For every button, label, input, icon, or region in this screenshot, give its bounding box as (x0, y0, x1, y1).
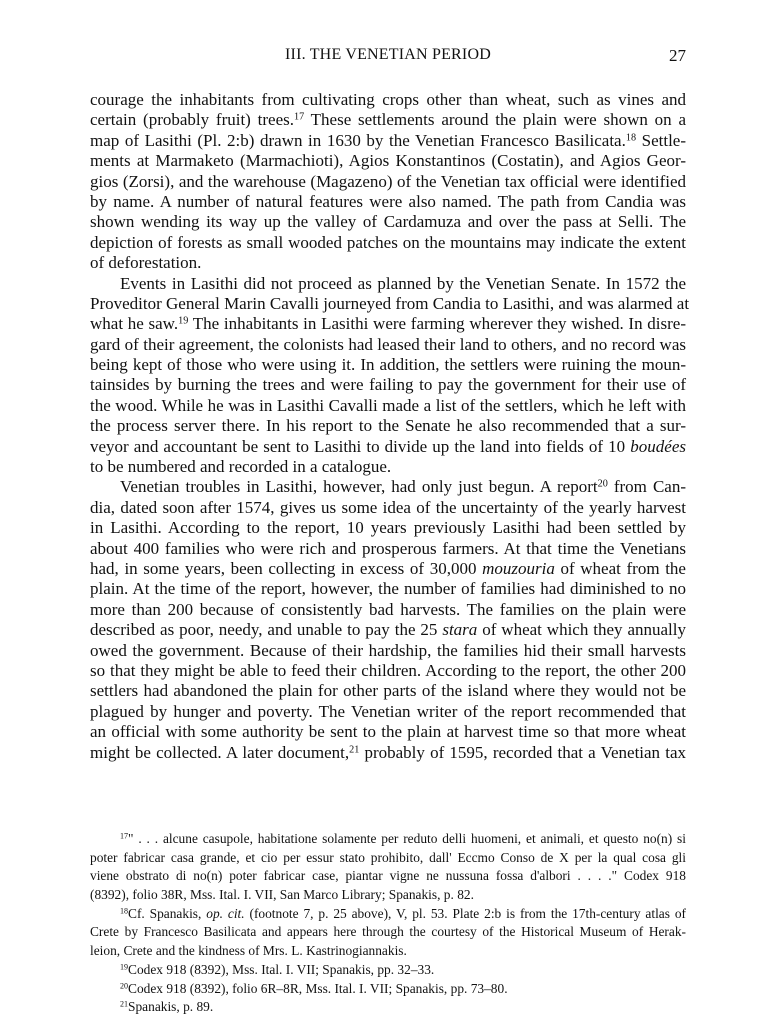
footnotes (90, 830, 686, 1017)
footnote-line: viene obstrato di no(n) poter fabricar case, piantar vigne ne nussuna fossa d'albori . . . ." Codex 918 (90, 868, 686, 884)
text-line: the wood. While he was in Lasithi Cavalli made a list of the settlers, which he left with (90, 395, 686, 415)
footnote-line: $^{18}$Cf. Spanakis, op. cit. (footnote 7, p. 25 above), V, pl. 53. Plate 2:b is from the 17th-century atlas of (120, 905, 686, 921)
footnote-line: $^{21}$Spanakis, p. 89. (120, 999, 214, 1015)
text-line: settlers had abandoned the plain for other parts of the island where they would not be (90, 681, 686, 701)
running-title: III. THE VENETIAN PERIOD (285, 46, 491, 63)
text-line: plain. At the time of the report, however, the number of families had diminished to no (90, 579, 686, 599)
text-line: Events in Lasithi did not proceed as planned by the Venetian Senate. In 1572 the (120, 273, 686, 293)
text-line: of deforestation. (90, 253, 202, 273)
paragraph (90, 477, 686, 762)
footnote-ref: 17 (293, 111, 305, 123)
italic-term: stara (442, 620, 478, 640)
footnote-number: 19 (120, 962, 129, 972)
text-line: what he saw.$^{19}$ The inhabitants in Lasithi were farming wherever they wished. In disre- (90, 314, 686, 334)
paragraph (90, 273, 690, 478)
footnote-ref: 21 (349, 743, 360, 755)
text-line: owed the government. Because of their hardship, the families hid their small harvests (90, 640, 686, 660)
footnote (90, 961, 686, 980)
footnote (90, 905, 686, 961)
footnote (90, 980, 686, 999)
footnote-line: $^{17}$" . . . alcune casupole, habitatione solamente per reduto delli huomeni, et animali, et questo no(n) si (120, 831, 686, 846)
body-text (90, 90, 690, 763)
footnote (90, 830, 686, 905)
footnote-number: 18 (120, 906, 129, 916)
page-number: 27 (669, 46, 686, 65)
text-line: tainsides by burning the trees and were failing to pay the government for their use of (90, 375, 686, 395)
text-line: might be collected. A later document,$^{21}$ probably of 1595, recorded that a Venetian tax (90, 742, 687, 762)
text-line: Proveditor General Marin Cavalli journeyed from Candia to Lasithi, and was alarmed at (90, 293, 690, 313)
footnote-line: leion, Crete and the kindness of Mrs. L. Kastrinogiannakis. (90, 943, 407, 959)
text-line: courage the inhabitants from cultivating crops other than wheat, such as vines and (90, 90, 686, 109)
text-line: to be numbered and recorded in a catalogue. (90, 457, 392, 477)
text-line: described as poor, needy, and unable to pay the 25 stara of wheat which they annually (90, 620, 686, 640)
italic-term: mouzouria (482, 558, 555, 578)
text-line: by name. A number of natural features were also named. The path from Candia was (90, 191, 686, 211)
footnote-line: Crete by Francesco Basilicata and appears here through the courtesy of the Historical Museum of Herak- (90, 924, 686, 940)
footnote-ref: 20 (597, 478, 608, 490)
text-line: the process server there. In his report to the Senate he also recommended that a sur- (90, 416, 686, 436)
text-line: ments at Marmaketo (Marmachioti), Agios Konstantinos (Costatin), and Agios Geor- (90, 151, 686, 171)
footnote (90, 998, 686, 1017)
running-head (90, 46, 686, 70)
text-line: about 400 families who were rich and prosperous farmers. At that time the Venetians (90, 538, 686, 558)
italic-term: op. cit. (206, 905, 245, 921)
text-line: gard of their agreement, the colonists had leased their land to others, and no record was (90, 334, 686, 354)
footnote-line: $^{20}$Codex 918 (8392), folio 6R–8R, Mss. Ital. I. VII; Spanakis, pp. 73–80. (120, 980, 508, 996)
footnote-line: poter fabricar casa grande, et cio per essur stato prohibito, dall' Eccmo Conso de X per la qual cosa gli (90, 849, 686, 865)
text-line: shown wending its way up the valley of Cardamuza and over the pass at Selli. The (90, 212, 686, 232)
italic-term: boudées (630, 436, 686, 456)
text-line: an official with some authority be sent to the plain at harvest time so that more wheat (90, 722, 686, 742)
footnote-number: 20 (120, 981, 129, 991)
text-line: gios (Zorsi), and the warehouse (Magazeno) of the Venetian tax official were identified (90, 171, 686, 191)
text-line: plagued by hunger and poverty. The Venetian writer of the report recommended that (90, 701, 686, 721)
text-line: certain (probably fruit) trees.$^{17}$ These settlements around the plain were shown on a (90, 110, 686, 130)
paragraph (90, 90, 686, 274)
text-line: had, in some years, been collecting in excess of 30,000 mouzouria of wheat from the (90, 558, 686, 578)
footnote-number: 21 (120, 999, 129, 1009)
text-line: in Lasithi. According to the report, 10 years previously Lasithi had been settled by (90, 518, 686, 538)
footnote-line: $^{19}$Codex 918 (8392), Mss. Ital. I. VII; Spanakis, pp. 32–33. (120, 961, 435, 977)
footnote-ref: 19 (178, 315, 189, 327)
footnote-line: (8392), folio 38R, Mss. Ital. I. VII, San Marco Library; Spanakis, p. 82. (90, 887, 474, 903)
text-line: map of Lasithi (Pl. 2:b) drawn in 1630 by the Venetian Francesco Basilicata.$^{18}$ Settle- (90, 130, 686, 150)
footnote-number: 17 (120, 831, 129, 841)
text-line: Venetian troubles in Lasithi, however, had only just begun. A report$^{20}$ from Can- (120, 477, 686, 497)
text-line: more than 200 because of consistently bad harvests. The families on the plain were (90, 599, 686, 619)
text-line: so that they might be able to feed their children. According to the report, the other 200 (90, 660, 686, 680)
footnote-ref: 18 (625, 132, 637, 144)
text-line: dia, dated soon after 1574, gives us some idea of the uncertainty of the yearly harvest (90, 497, 686, 517)
text-line: depiction of forests as small wooded patches on the mountains may indicate the extent (90, 232, 686, 252)
text-line: being kept of those who were using it. In addition, the settlers were ruining the moun- (90, 355, 686, 375)
text-line: veyor and accountant be sent to Lasithi to divide up the land into fields of 10 boudées (90, 436, 686, 456)
